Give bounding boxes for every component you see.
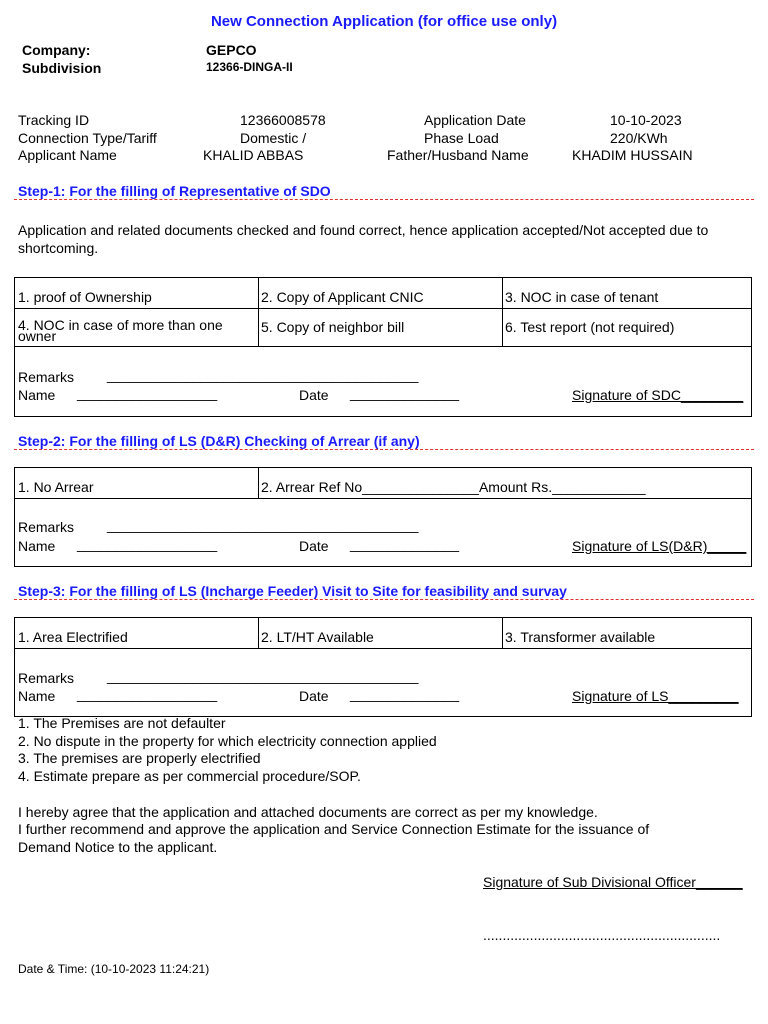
checklist-item: 5. Copy of neighbor bill (261, 319, 405, 335)
father-label: Father/Husband Name (387, 147, 529, 163)
date-line[interactable]: ______________ (350, 536, 460, 552)
checklist-item: 3. Transformer available (505, 629, 656, 645)
step3-divider (14, 599, 754, 600)
checklist-item: 2. Copy of Applicant CNIC (261, 289, 424, 305)
signature-sdc[interactable]: Signature of SDC________ (572, 387, 744, 403)
app-date-value: 10-10-2023 (610, 112, 682, 128)
remarks-label: Remarks (18, 369, 75, 385)
checklist-item: 4. NOC in case of more than one owner (18, 317, 223, 344)
name-label: Name (18, 688, 56, 704)
step1-statement: Application and related documents checked and found correct, hence application accepted/Not accepted due to shortcoming. (18, 222, 709, 256)
signature-dotted-line[interactable]: ............................................................. (483, 927, 721, 943)
remarks-line[interactable]: ________________________________________ (107, 517, 419, 533)
father-value: KHADIM HUSSAIN (572, 147, 693, 163)
signature-ls-dr[interactable]: Signature of LS(D&R)_____ (572, 538, 747, 554)
date-label: Date (299, 688, 329, 704)
table-divider (15, 346, 751, 347)
table-divider (258, 618, 259, 648)
conn-type-value: Domestic / (240, 130, 307, 146)
date-label: Date (299, 387, 329, 403)
table-divider (258, 278, 259, 346)
remarks-line[interactable]: ________________________________________ (107, 668, 419, 684)
table-divider (502, 278, 503, 346)
app-date-label: Application Date (424, 112, 526, 128)
agreement-line: I further recommend and approve the application and Service Connection Estimate for the issuance of (18, 821, 650, 837)
date-line[interactable]: ______________ (350, 385, 460, 401)
name-label: Name (18, 387, 56, 403)
signature-ls[interactable]: Signature of LS_________ (572, 688, 739, 704)
step2-divider (14, 449, 754, 450)
company-label: Company: (22, 42, 91, 58)
table-divider (15, 648, 751, 649)
check-item: 3. The premises are properly electrified (18, 750, 261, 766)
signature-sdo[interactable]: Signature of Sub Divisional Officer______ (483, 874, 743, 890)
name-label: Name (18, 538, 56, 554)
company-value: GEPCO (206, 42, 257, 58)
checklist-item: 3. NOC in case of tenant (505, 289, 659, 305)
applicant-label: Applicant Name (18, 147, 117, 163)
remarks-label: Remarks (18, 670, 75, 686)
step1-heading: Step-1: For the filling of Representative of SDO (18, 183, 331, 199)
agreement-line: Demand Notice to the applicant. (18, 839, 218, 855)
check-item: 1. The Premises are not defaulter (18, 715, 226, 731)
date-time-stamp: Date & Time: (10-10-2023 11:24:21) (18, 962, 210, 976)
subdivision-value: 12366-DINGA-II (206, 60, 293, 74)
checklist-item: 1. Area Electrified (18, 629, 128, 645)
check-item: 2. No dispute in the property for which electricity connection applied (18, 733, 437, 749)
step1-table (14, 277, 752, 417)
table-divider (258, 468, 259, 498)
checklist-item: 1. proof of Ownership (18, 289, 152, 305)
page-title: New Connection Application (for office use only) (210, 13, 558, 30)
tracking-value: 12366008578 (240, 112, 326, 128)
conn-type-label: Connection Type/Tariff (18, 130, 157, 146)
checklist-item: 1. No Arrear (18, 479, 94, 495)
table-divider (15, 498, 751, 499)
phase-label: Phase Load (424, 130, 499, 146)
date-label: Date (299, 538, 329, 554)
step2-table (14, 467, 752, 567)
date-line[interactable]: ______________ (350, 686, 460, 702)
checklist-item: 6. Test report (not required) (505, 319, 675, 335)
step1-divider (14, 199, 754, 200)
table-divider (502, 618, 503, 648)
name-line[interactable]: __________________ (77, 385, 218, 401)
phase-value: 220/KWh (610, 130, 668, 146)
remarks-label: Remarks (18, 519, 75, 535)
table-divider (15, 308, 751, 309)
remarks-line[interactable]: ________________________________________ (107, 367, 419, 383)
agreement-line: I hereby agree that the application and attached documents are correct as per my knowledge. (18, 804, 598, 820)
subdivision-label: Subdivision (22, 60, 102, 76)
name-line[interactable]: __________________ (77, 536, 218, 552)
step3-table (14, 617, 752, 717)
name-line[interactable]: __________________ (77, 686, 218, 702)
tracking-label: Tracking ID (18, 112, 90, 128)
arrear-ref-field[interactable]: 2. Arrear Ref No_______________Amount Rs.____________ (261, 479, 646, 495)
step2-heading: Step-2: For the filling of LS (D&R) Checking of Arrear (if any) (18, 433, 420, 449)
step3-heading: Step-3: For the filling of LS (Incharge Feeder) Visit to Site for feasibility and survay (18, 583, 567, 599)
applicant-value: KHALID ABBAS (203, 147, 304, 163)
checklist-item: 2. LT/HT Available (261, 629, 374, 645)
check-item: 4. Estimate prepare as per commercial procedure/SOP. (18, 768, 361, 784)
